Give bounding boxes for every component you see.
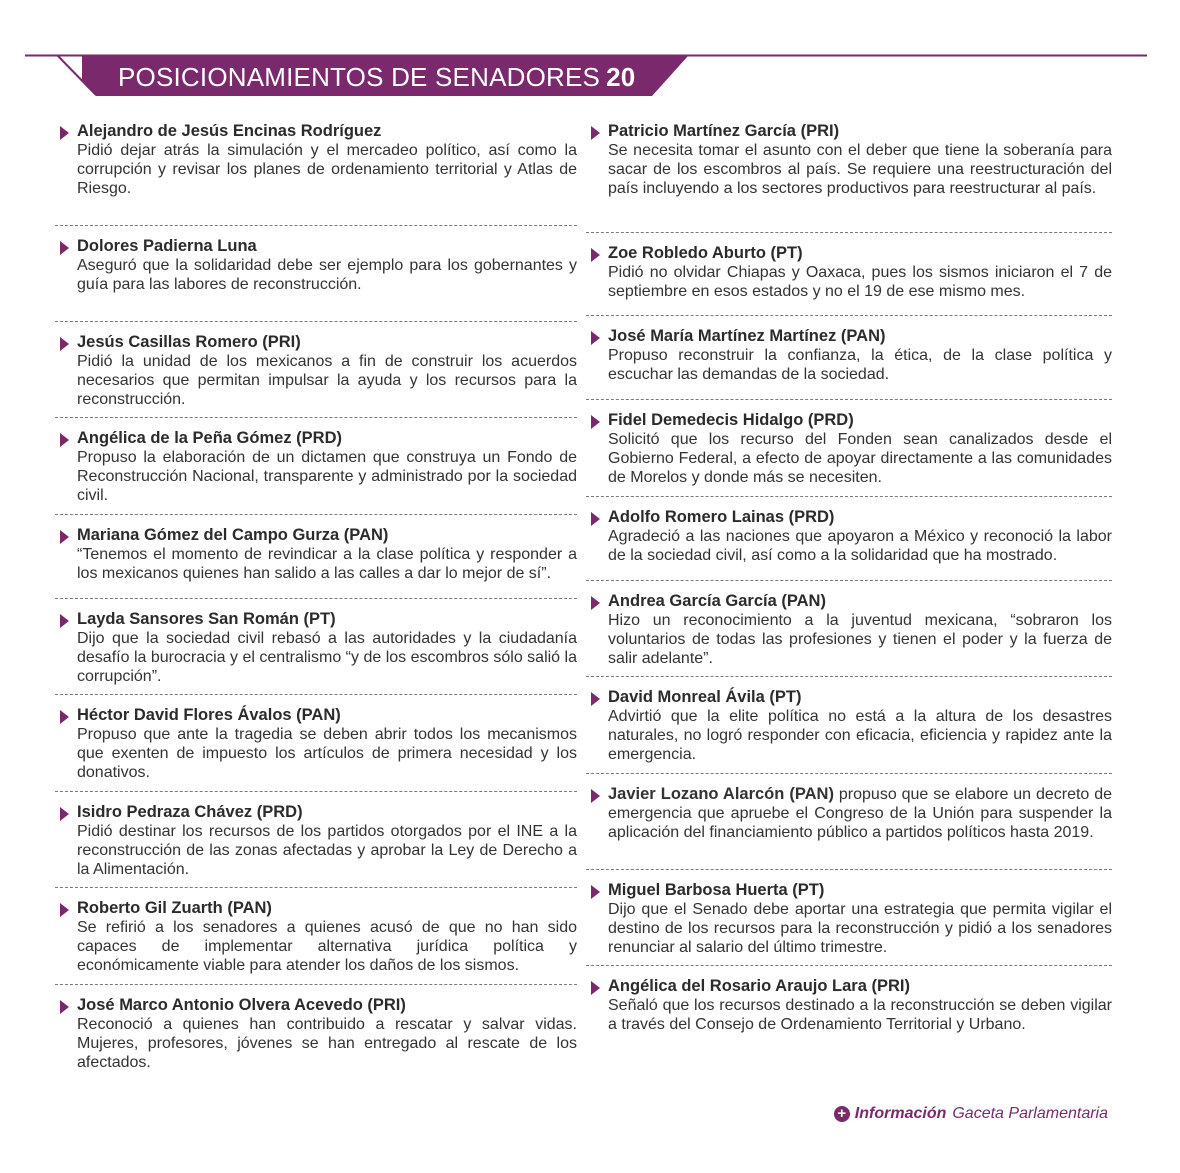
senator-name: Fidel Demedecis Hidalgo (PRD) <box>608 411 854 429</box>
senator-entry <box>586 244 1112 316</box>
senator-name: Dolores Padierna Luna <box>77 237 257 255</box>
triangle-bullet-icon <box>60 530 69 544</box>
senator-statement: Aseguró que la solidaridad debe ser ejemplo para los gobernantes y guía para las labores de reconstrucción. <box>77 257 577 293</box>
senator-statement: Agradeció a las naciones que apoyaron a México y reconoció la labor de la sociedad civil, así como a la solidaridad que ha mostrado. <box>608 528 1112 564</box>
senator-name: Angélica de la Peña Gómez (PRD) <box>77 429 342 447</box>
senator-entry <box>586 508 1112 581</box>
senator-name: Patricio Martínez García (PRI) <box>608 122 840 140</box>
senator-entry <box>55 526 577 599</box>
senator-name: Miguel Barbosa Huerta (PT) <box>608 881 825 899</box>
senator-statement: Señaló que los recursos destinado a la reconstrucción se deben vigilar a través del Consejo de Ordenamiento Territorial y Urbano. <box>608 997 1112 1033</box>
plus-circle-icon: + <box>834 1106 850 1122</box>
senator-statement: Reconoció a quienes han contribuido a rescatar y salvar vidas. Mujeres, profesores, jóvenes se han entregado al rescate de los afectados. <box>77 1016 577 1071</box>
senator-entry <box>586 881 1112 966</box>
senator-statement <box>608 785 1112 842</box>
triangle-bullet-icon <box>591 331 600 345</box>
senator-entry <box>55 610 577 695</box>
senator-name: Alejandro de Jesús Encinas Rodríguez <box>77 122 382 140</box>
senator-entry <box>55 899 577 985</box>
senator-name: David Monreal Ávila (PT) <box>608 688 802 706</box>
senator-entry <box>586 977 1112 1034</box>
page-number: 20 <box>606 62 636 92</box>
triangle-bullet-icon <box>591 885 600 899</box>
senator-name: Roberto Gil Zuarth (PAN) <box>77 899 272 917</box>
senator-statement: Propuso que ante la tragedia se deben abrir todos los mecanismos que exenten de impuesto los artículos de primera necesidad y los donativos. <box>77 726 577 781</box>
senator-entry <box>586 327 1112 400</box>
senator-name: Layda Sansores San Román (PT) <box>77 610 336 628</box>
triangle-bullet-icon <box>60 241 69 255</box>
source-name: Gaceta Parlamentaria <box>952 1105 1108 1122</box>
senator-statement: Se refirió a los senadores a quienes acusó de que no han sido capaces de implementar alternativa jurídica política y económicamente viable para atender los daños de los sismos. <box>77 919 577 974</box>
triangle-bullet-icon <box>591 692 600 706</box>
senator-statement: Pidió dejar atrás la simulación y el mercadeo político, así como la corrupción y revisar los planes de ordenamiento territorial y Atlas de Riesgo. <box>77 142 577 197</box>
senator-entry <box>55 333 577 418</box>
triangle-bullet-icon <box>591 789 600 803</box>
left-column <box>55 122 577 1072</box>
triangle-bullet-icon <box>60 433 69 447</box>
senator-entry <box>586 688 1112 774</box>
senator-name: Isidro Pedraza Chávez (PRD) <box>77 803 303 821</box>
triangle-bullet-icon <box>591 981 600 995</box>
senator-entry <box>55 803 577 888</box>
page-title <box>118 58 635 96</box>
triangle-bullet-icon <box>591 126 600 140</box>
senator-entry <box>55 706 577 792</box>
senator-entry <box>55 429 577 515</box>
source-credit <box>834 1105 1108 1123</box>
senator-name: José María Martínez Martínez (PAN) <box>608 327 886 345</box>
senator-statement: Se necesita tomar el asunto con el deber que tiene la soberanía para sacar de los escombros al país. Se requiere una reestructuración del país incluyendo a los sectores productivos para reestructurar al país. <box>608 142 1112 197</box>
senator-statement: Pidió la unidad de los mexicanos a fin de construir los acuerdos necesarios que permitan impulsar la ayuda y los recursos para la reconstrucción. <box>77 353 577 408</box>
senator-name: Andrea García García (PAN) <box>608 592 826 610</box>
senator-entry <box>586 411 1112 497</box>
senator-entry <box>586 785 1112 870</box>
triangle-bullet-icon <box>60 126 69 140</box>
senator-name: José Marco Antonio Olvera Acevedo (PRI) <box>77 996 406 1014</box>
triangle-bullet-icon <box>60 337 69 351</box>
title-text: POSICIONAMIENTOS DE SENADORES <box>118 62 601 92</box>
senator-entry <box>55 996 577 1072</box>
triangle-bullet-icon <box>591 512 600 526</box>
senator-statement: Propuso la elaboración de un dictamen que construya un Fondo de Reconstrucción Nacional, transparente y administrado por la sociedad civil. <box>77 449 577 504</box>
senator-statement: Hizo un reconocimiento a la juventud mexicana, “sobraron los voluntarios de todas las profesiones y tienen el poder y la fuerza de salir adelante”. <box>608 612 1112 667</box>
senator-name: Mariana Gómez del Campo Gurza (PAN) <box>77 526 389 544</box>
senator-statement: Advirtió que la elite política no está a la altura de los desastres naturales, no logró responder con eficacia, eficiencia y rapidez ante la emergencia. <box>608 708 1112 763</box>
senator-statement: Propuso reconstruir la confianza, la ética, de la clase política y escuchar las demandas de la sociedad. <box>608 347 1112 383</box>
page-header <box>0 0 1180 100</box>
triangle-bullet-icon <box>60 807 69 821</box>
senator-name: Adolfo Romero Lainas (PRD) <box>608 508 835 526</box>
senator-statement: Pidió no olvidar Chiapas y Oaxaca, pues los sismos iniciaron el 7 de septiembre en esos estados y no el 19 de ese mismo mes. <box>608 264 1112 300</box>
senator-name: Jesús Casillas Romero (PRI) <box>77 333 301 351</box>
senator-name: Javier Lozano Alarcón (PAN) <box>608 785 834 803</box>
right-column <box>586 122 1112 1034</box>
senator-entry <box>586 592 1112 677</box>
triangle-bullet-icon <box>60 614 69 628</box>
senator-entry <box>586 122 1112 233</box>
triangle-bullet-icon <box>591 415 600 429</box>
triangle-bullet-icon <box>60 1000 69 1014</box>
senator-statement: Dijo que el Senado debe aportar una estrategia que permita vigilar el destino de los recursos para la reconstrucción y pidió a los senadores renunciar al salario del último trimestre. <box>608 901 1112 956</box>
triangle-bullet-icon <box>591 596 600 610</box>
senator-statement: “Tenemos el momento de revindicar a la clase política y responder a los mexicanos quienes han salido a las calles a dar lo mejor de sí”. <box>77 546 577 582</box>
triangle-bullet-icon <box>591 248 600 262</box>
senator-name: Angélica del Rosario Araujo Lara (PRI) <box>608 977 910 995</box>
triangle-bullet-icon <box>60 903 69 917</box>
senator-entry <box>55 237 577 322</box>
triangle-bullet-icon <box>60 710 69 724</box>
senator-statement: Dijo que la sociedad civil rebasó a las autoridades y la ciudadanía desafío la burocracia y el centralismo “y de los escombros sólo salió la corrupción”. <box>77 630 577 685</box>
senator-entry <box>55 122 577 226</box>
senator-statement: Solicitó que los recurso del Fonden sean canalizados desde el Gobierno Federal, a efecto de apoyar directamente a las comunidades de Morelos y donde más se necesiten. <box>608 431 1112 486</box>
senator-statement: Pidió destinar los recursos de los partidos otorgados por el INE a la reconstrucción de las zonas afectadas y aprobar la Ley de Derecho a la Alimentación. <box>77 823 577 878</box>
senator-name: Héctor David Flores Ávalos (PAN) <box>77 706 341 724</box>
senator-statement-body: propuso que se elabore un decreto de emergencia que apruebe el Congreso de la Unión para suspender la aplicación del financiamiento público a partidos políticos hasta 2019. <box>608 786 1113 841</box>
info-label: Información <box>854 1105 947 1122</box>
senator-name: Zoe Robledo Aburto (PT) <box>608 244 803 262</box>
